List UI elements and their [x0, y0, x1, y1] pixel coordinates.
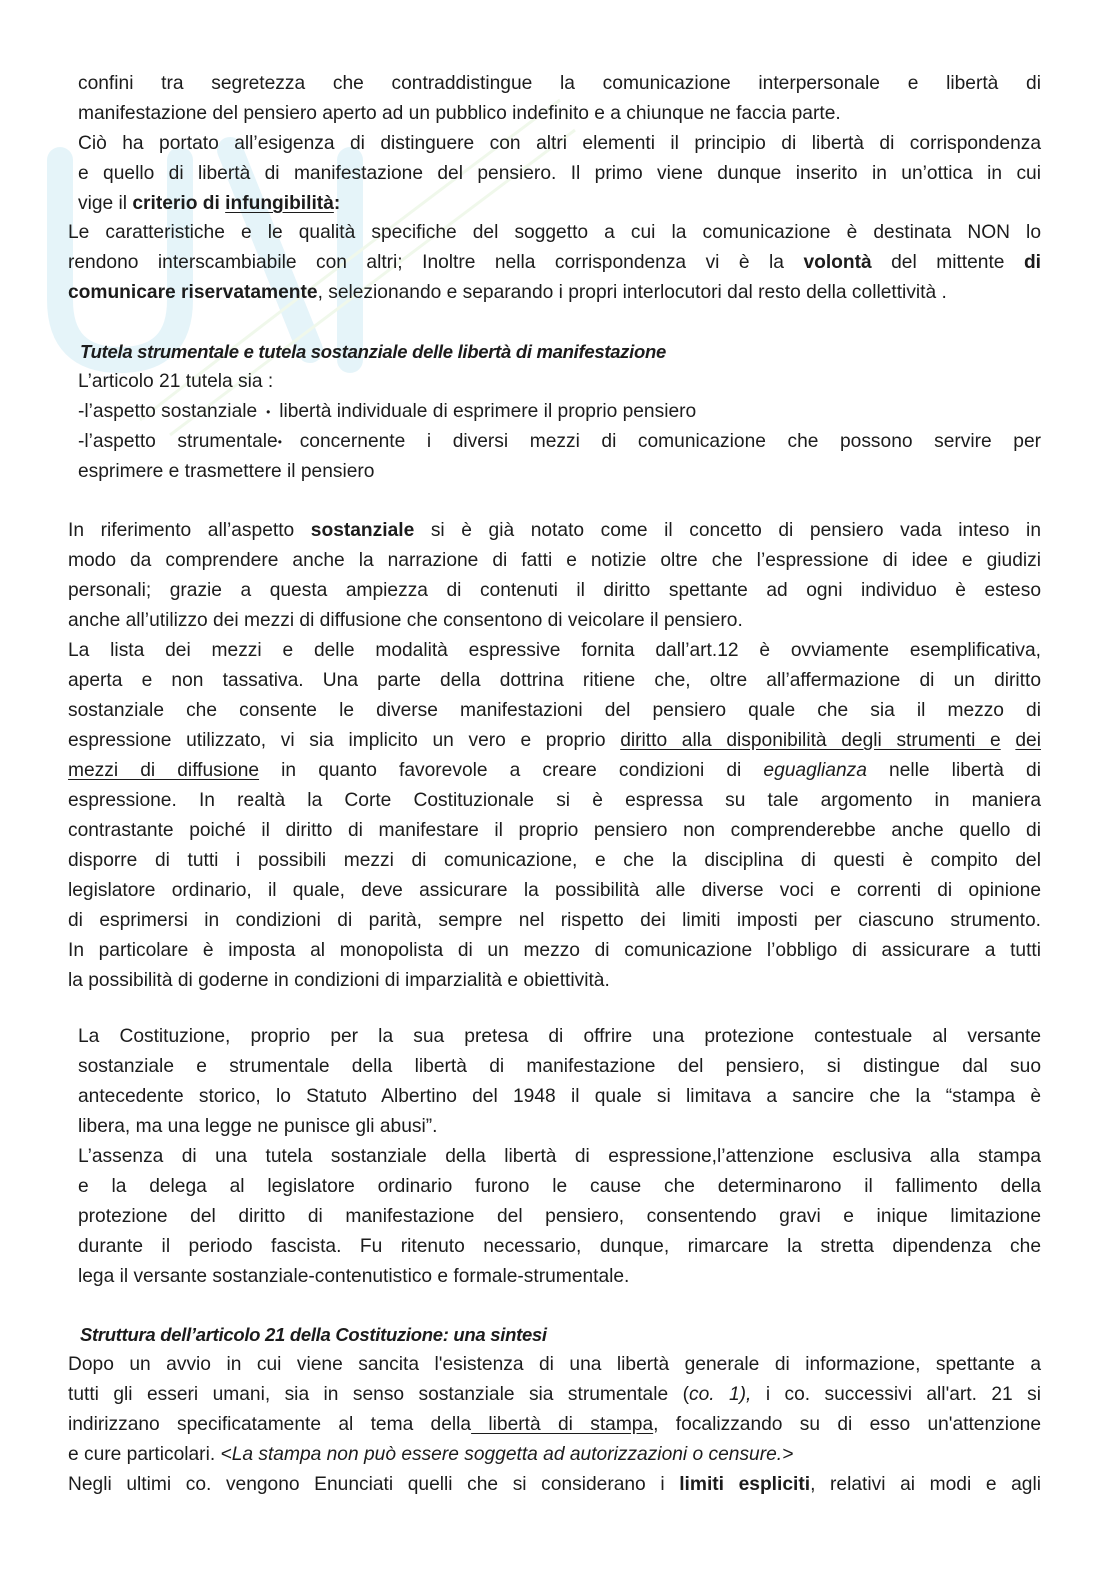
text-line — [68, 756, 1041, 786]
text-line: esprimere e trasmettere il pensiero — [78, 461, 375, 483]
text-run: -l’aspetto sostanziale — [78, 401, 258, 423]
text-line — [68, 1470, 1041, 1500]
italic-quote: <La stampa non può essere soggetta ad autorizzazioni o censure.> — [220, 1444, 794, 1465]
bold-text: sostanziale — [310, 520, 415, 541]
text-run — [1001, 730, 1016, 751]
text-line: disporre di tutti i possibili mezzi di comunicazione, e che la disciplina di questi è compito del — [68, 850, 1041, 871]
text-run: indirizzano specificatamente al tema della — [68, 1414, 472, 1435]
text-line — [68, 1440, 1041, 1470]
text-run: libertà individuale di esprimere il proprio pensiero — [279, 401, 697, 423]
section-heading-struttura: Struttura dell’articolo 21 della Costituzione: una sintesi — [80, 1324, 547, 1345]
text-line — [78, 427, 1041, 457]
text-line: antecedente storico, lo Statuto Albertino del 1948 il quale si limitava a sancire che la “stampa è — [78, 1086, 1041, 1107]
text-run: tutti gli esseri umani, sia in senso sostanziale sia strumentale ( — [68, 1384, 689, 1405]
paragraph-costituzione — [78, 1022, 1041, 1292]
text-run: , relativi ai modi e agli — [810, 1474, 1041, 1495]
text-line: sostanziale che consente le diverse manifestazioni del pensiero quale che sia il mezzo di — [68, 700, 1041, 721]
text-line — [68, 726, 1041, 756]
text-run: espressione utilizzato, vi sia implicito un vero e proprio — [68, 730, 621, 751]
paragraph-infungibilita — [68, 218, 1041, 308]
section-heading-tutela: Tutela strumentale e tutela sostanziale delle libertà di manifestazione — [80, 341, 666, 362]
text-line: e la delega al legislatore ordinario furono le cause che determinarono il fallimento della — [78, 1176, 1041, 1197]
text-run: si è già notato come il concetto di pensiero vada inteso in — [414, 520, 1041, 541]
bold-text: volontà — [803, 252, 872, 273]
text-run: -l’aspetto strumentale — [78, 431, 278, 453]
paragraph-struttura — [68, 1350, 1041, 1500]
text-run: del mittente — [871, 252, 1024, 273]
text-run: concernente i diversi mezzi di comunicazione che possono servire per — [299, 431, 1041, 453]
text-run: In riferimento all’aspetto — [68, 520, 311, 541]
text-line: sostanziale e strumentale della libertà di manifestazione del pensiero, si distingue dal suo — [78, 1056, 1041, 1077]
text-line — [68, 278, 1041, 308]
text-line: manifestazione del pensiero aperto ad un pubblico indefinito e a chiunque ne faccia parte. — [78, 103, 841, 124]
bullet-icon: • — [266, 405, 271, 419]
bold-text: di — [1023, 252, 1041, 273]
text-line: legislatore ordinario, il quale, deve assicurare la possibilità alle diverse voci e correnti di opinione — [68, 880, 1041, 901]
text-line: e quello di libertà di manifestazione del pensiero. Il primo viene dunque inserito in un’ottica in cui — [78, 163, 1041, 184]
text-line: Ciò ha portato all’esigenza di distinguere con altri elementi il principio di libertà di corrispondenza — [78, 133, 1041, 154]
text-run: , focalizzando su di esso un'attenzione — [653, 1414, 1042, 1435]
underlined-text: dei — [1015, 730, 1041, 751]
text-line: Dopo un avvio in cui viene sancita l'esistenza di una libertà generale di informazione, spettante a — [68, 1354, 1041, 1375]
text-line — [78, 189, 1041, 219]
text-line: lega il versante sostanziale-contenutistico e formale-strumentale. — [78, 1266, 630, 1287]
text-run: rendono interscambiabile con altri; Inoltre nella corrispondenza vi è la — [68, 252, 804, 273]
italic-text: co. 1), — [688, 1384, 752, 1405]
text-line: Le caratteristiche e le qualità specifiche del soggetto a cui la comunicazione è destinata NON lo — [68, 222, 1041, 243]
text-run: Negli ultimi co. vengono Enunciati quelli che si considerano i — [68, 1474, 680, 1495]
text-line: L’articolo 21 tutela sia : — [78, 371, 274, 392]
bold-underlined-term: infungibilità — [225, 193, 334, 214]
text-line: confini tra segretezza che contraddistingue la comunicazione interpersonale e libertà di — [78, 73, 1041, 94]
underlined-text: diritto alla disponibilità degli strumenti e — [620, 730, 1001, 751]
text-line: modo da comprendere anche la narrazione di fatti e notizie oltre che l’espressione di idee e giudizi — [68, 550, 1041, 571]
text-line: L’assenza di una tutela sostanziale della libertà di espressione,l’attenzione esclusiva alla stampa — [78, 1146, 1041, 1167]
text-line: la possibilità di goderne in condizioni di imparzialità e obiettività. — [68, 970, 610, 991]
italic-text: eguaglianza — [763, 760, 867, 781]
bold-text: comunicare riservatamente — [68, 282, 318, 303]
text-line: durante il periodo fascista. Fu ritenuto necessario, dunque, rimarcare la stretta dipendenza che — [78, 1236, 1041, 1257]
text-run: , selezionando e separando i propri interlocutori dal resto della collettività . — [317, 282, 947, 303]
text-line: La lista dei mezzi e delle modalità espressive fornita dall’art.12 è ovviamente esemplificativa, — [68, 640, 1041, 661]
text-line — [78, 397, 1041, 427]
text-run: i co. successivi all'art. 21 si — [751, 1384, 1042, 1405]
text-line: aperta e non tassativa. Una parte della dottrina ritiene che, oltre all’affermazione di un diritto — [68, 670, 1041, 691]
paragraph-articolo-21 — [78, 367, 1041, 487]
text-line — [68, 516, 1041, 546]
text-line: contrastante poiché il diritto di manifestare il proprio pensiero non comprenderebbe anche quello di — [68, 820, 1041, 841]
text-run: in quanto favorevole a creare condizioni di — [259, 760, 764, 781]
underlined-text: mezzi di diffusione — [68, 760, 260, 781]
underlined-text: libertà di stampa — [471, 1414, 654, 1435]
bold-text: : — [333, 193, 341, 214]
text-run: e cure particolari. — [68, 1444, 221, 1465]
text-run: nelle libertà di — [866, 760, 1041, 781]
text-line: In particolare è imposta al monopolista di un mezzo di comunicazione l’obbligo di assicurare a tutti — [68, 940, 1041, 961]
text-line: La Costituzione, proprio per la sua pretesa di offrire una protezione contestuale al versante — [78, 1026, 1041, 1047]
text-line — [68, 1410, 1041, 1440]
text-line: protezione del diritto di manifestazione del pensiero, consentendo gravi e inique limitazione — [78, 1206, 1041, 1227]
paragraph-segretezza — [78, 69, 1041, 219]
text-run: vige il — [78, 193, 133, 214]
bold-text: criterio di — [132, 193, 226, 214]
bullet-icon: • — [277, 435, 282, 450]
text-line: di esprimersi in condizioni di parità, sempre nel rispetto dei limiti imposti per ciascuno strumento. — [68, 910, 1041, 931]
text-line: anche all’utilizzo dei mezzi di diffusione che consentono di veicolare il pensiero. — [68, 610, 743, 631]
bold-text: limiti espliciti — [679, 1474, 811, 1495]
text-line: espressione. In realtà la Corte Costituzionale si è espressa su tale argomento in maniera — [68, 790, 1041, 811]
text-line — [68, 1380, 1041, 1410]
text-line — [68, 248, 1041, 278]
paragraph-aspetto-sostanziale — [68, 516, 1041, 996]
text-line: libera, ma una legge ne punisce gli abusi”. — [78, 1116, 438, 1137]
text-line: personali; grazie a questa ampiezza di contenuti il diritto spettante ad ogni individuo è esteso — [68, 580, 1041, 601]
